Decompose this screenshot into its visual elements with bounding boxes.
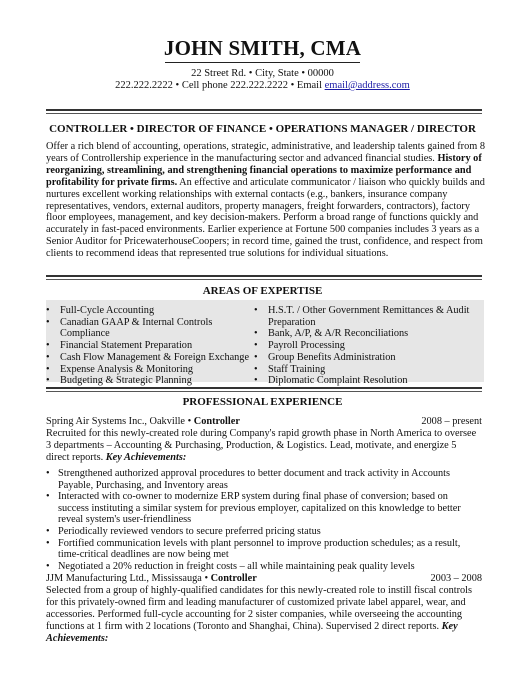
job-description (46, 585, 482, 645)
expertise-item: • Expense Analysis & Monitoring (46, 364, 252, 376)
expertise-item: • H.S.T. / Other Government Remittances & Audit Preparation (254, 305, 482, 328)
expertise-item: • Staff Training (254, 364, 482, 376)
key-achievements-label: Key Achievements (105, 451, 183, 463)
expertise-left-column (46, 305, 252, 387)
job-role: Controller (210, 573, 257, 584)
job-header (46, 416, 482, 428)
address-line: 22 Street Rd. • City, State • 00000 (191, 68, 334, 79)
achievement-item: • Fortified communication levels with plant personnel to improve production schedules; as a result, time-critical deadlines are now being met (46, 538, 478, 561)
job-header (46, 573, 482, 585)
job-description (46, 428, 482, 464)
expertise-item: • Full-Cycle Accounting (46, 305, 252, 317)
job-role: Controller (193, 416, 240, 427)
target-titles-headline: CONTROLLER • DIRECTOR OF FINANCE • OPERATIONS MANAGER / DIRECTOR (49, 123, 476, 135)
email-link[interactable]: email@address.com (324, 80, 410, 91)
achievement-item: • Strengthened authorized approval procedures to better document and track activity in Accounts Payable, Purchasing, and Inventory areas (46, 468, 478, 491)
achievements-list (46, 468, 478, 572)
expertise-item: • Budgeting & Strategic Planning (46, 375, 252, 387)
expertise-item: • Financial Statement Preparation (46, 340, 252, 352)
phones-text: 222.222.2222 • Cell phone 222.222.2222 • Email (115, 80, 325, 91)
key-achievements-label: Key Achievements (46, 620, 458, 644)
name-underline (165, 62, 360, 63)
job-company: Spring Air Systems Inc., Oakville • (46, 416, 194, 427)
expertise-item: • Canadian GAAP & Internal Controls Compliance (46, 317, 252, 340)
key-achievements-colon: : (104, 632, 109, 644)
expertise-right-column (254, 305, 482, 387)
summary-part-1: Offer a rich blend of accounting, operations, strategic, administrative, and leadership talents gained from 8 years of Controllership experience in the manufacturing sector and advanced financial studies. (46, 141, 485, 164)
expertise-divider-bottom (46, 391, 482, 392)
job-description-text: Selected from a group of highly-qualified candidates for this newly-created role to instill fiscal controls for this privately-owned firm and leading manufacturer of customized private label apparel, wear, and accessories. Performed full-cycle accounting for 2 sister companies, while overseeing the accounting functions at 1 firm with 2 locations (Toronto and Shanghai, China). Supervised 2 direct reports. (46, 585, 473, 632)
key-achievements-colon: : (182, 451, 187, 463)
achievement-item: • Periodically reviewed vendors to secure preferred pricing status (46, 526, 478, 538)
professional-summary (46, 141, 486, 260)
job-company: JJM Manufacturing Ltd., Mississauga • (46, 573, 211, 584)
summary-divider-top (46, 275, 482, 277)
expertise-divider-top (46, 387, 482, 389)
summary-divider-bottom (46, 279, 482, 280)
header-divider-bottom (46, 113, 482, 114)
achievement-item: • Interacted with co-owner to modernize ERP system during final phase of conversion; based on success instituting a similar system for previous employer, capitalized on this knowledge to better reveal system's user-friendliness (46, 491, 478, 526)
expertise-item: • Payroll Processing (254, 340, 482, 352)
job-dates: 2008 – present (421, 416, 482, 427)
expertise-item: • Cash Flow Management & Foreign Exchange (46, 352, 252, 364)
header-divider-top (46, 109, 482, 111)
achievement-item: • Negotiated a 20% reduction in freight costs – all while maintaining peak quality levels (46, 561, 478, 573)
job-description-text: Recruited for this newly-created role during Company's rapid growth phase in North America to oversee 3 departments – Accounting & Purchasing, Production, & Logistics. Lead, motivate, and energize 5 direct reports. (46, 428, 477, 463)
expertise-item: • Bank, A/P, & A/R Reconciliations (254, 328, 482, 340)
expertise-heading: AREAS OF EXPERTISE (202, 285, 323, 297)
job-dates: 2003 – 2008 (430, 573, 482, 584)
contact-line (0, 80, 525, 91)
candidate-name: JOHN SMITH, CMA (163, 36, 362, 60)
summary-bold: History of reorganizing, streamlining, and strengthening financial operations to maximize performance and profitability for private firms. (46, 152, 482, 188)
expertise-item: • Diplomatic Complaint Resolution (254, 375, 482, 387)
summary-part-2: An effective and articulate communicator / liaison who quickly builds and nurtures excellent working relationships with external contacts (e.g., bankers, insurance company representatives, vendors, external auditors, property managers, freight forwarders, contractors), factory floor employees, management, and key decision-makers. Perform a broad range of functions quickly and accurately in fast-paced environments. Earlier experience at Fortune 500 companies includes 3 years as a Senior Auditor for PricewaterhouseCoopers; in record time, gained the trust, confidence, and respect from clients to recommend ideas that represented true solutions for individual situations. (46, 176, 485, 260)
expertise-item: • Group Benefits Administration (254, 352, 482, 364)
experience-heading: PROFESSIONAL EXPERIENCE (182, 396, 343, 408)
